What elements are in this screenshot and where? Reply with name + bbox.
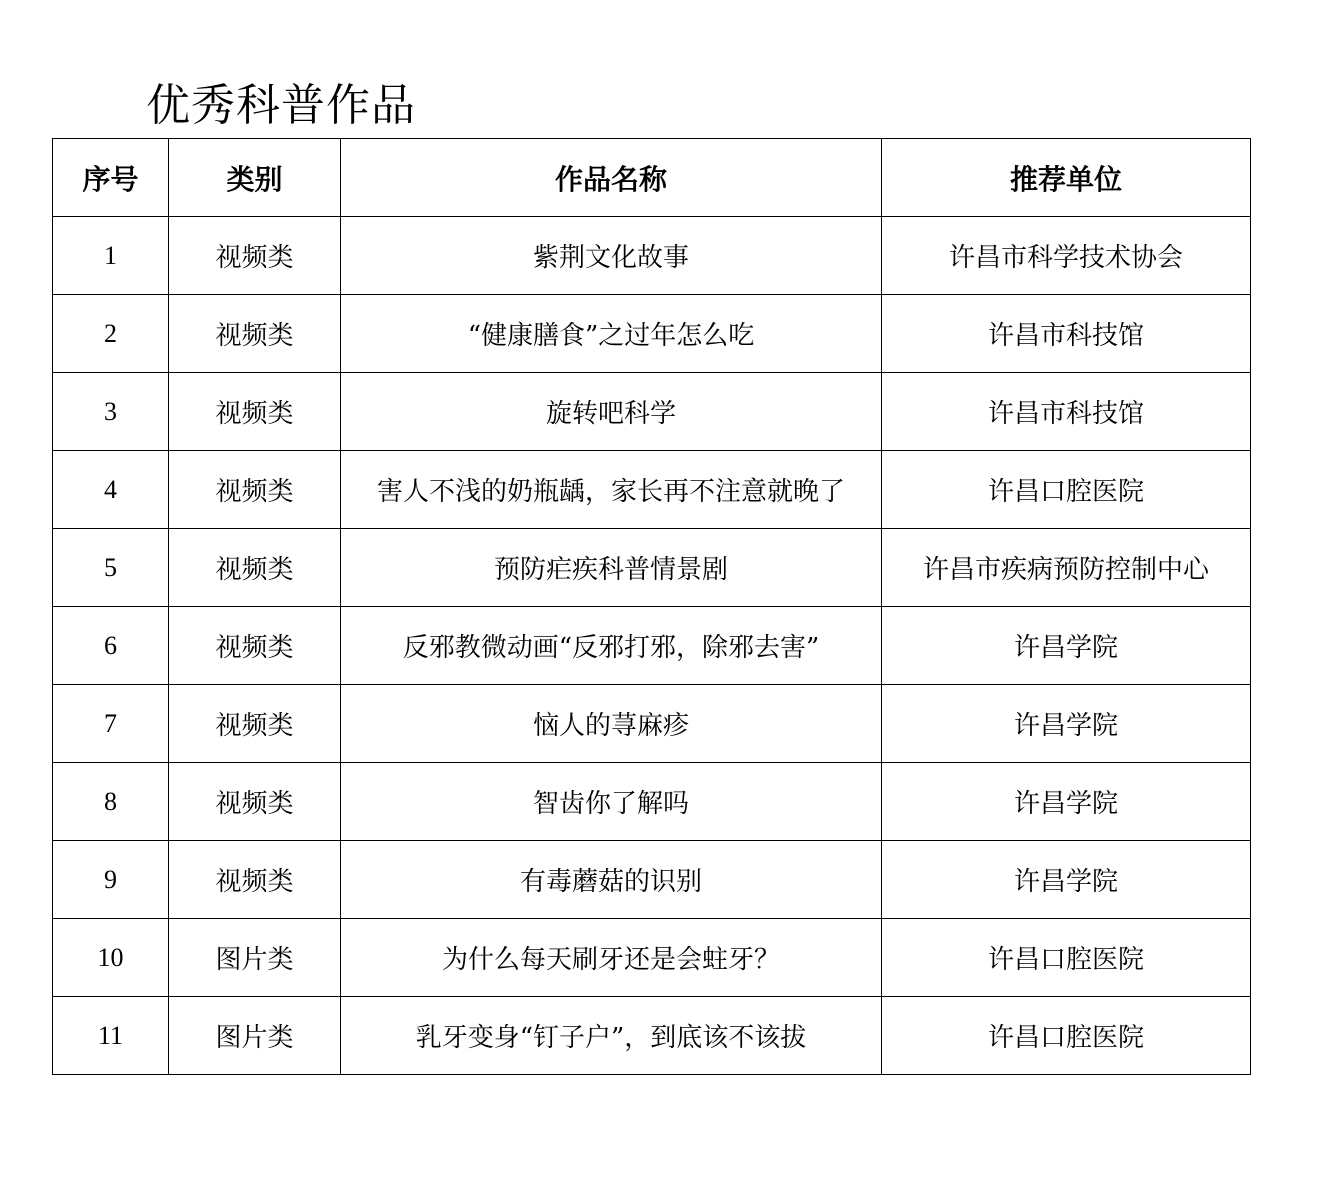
cell-index: 10 [53, 919, 169, 997]
table-row [53, 919, 1251, 997]
table-row [53, 607, 1251, 685]
cell-category: 视频类 [169, 763, 341, 841]
cell-unit: 许昌口腔医院 [882, 919, 1251, 997]
cell-name: “健康膳食”之过年怎么吃 [341, 295, 882, 373]
cell-unit: 许昌学院 [882, 607, 1251, 685]
cell-name: 紫荆文化故事 [341, 217, 882, 295]
cell-index: 7 [53, 685, 169, 763]
cell-index: 2 [53, 295, 169, 373]
cell-category: 视频类 [169, 295, 341, 373]
cell-unit: 许昌学院 [882, 841, 1251, 919]
table-row [53, 451, 1251, 529]
table-row [53, 295, 1251, 373]
cell-name: 智齿你了解吗 [341, 763, 882, 841]
cell-unit: 许昌学院 [882, 685, 1251, 763]
cell-name: 乳牙变身“钉子户”，到底该不该拔 [341, 997, 882, 1075]
header-index: 序号 [53, 139, 169, 217]
cell-index: 9 [53, 841, 169, 919]
cell-category: 图片类 [169, 919, 341, 997]
cell-name: 旋转吧科学 [341, 373, 882, 451]
table-row [53, 529, 1251, 607]
page-title: 优秀科普作品 [146, 80, 416, 131]
cell-name: 为什么每天刷牙还是会蛀牙？ [341, 919, 882, 997]
cell-category: 视频类 [169, 217, 341, 295]
cell-unit: 许昌市科学技术协会 [882, 217, 1251, 295]
cell-category: 视频类 [169, 529, 341, 607]
table-row [53, 763, 1251, 841]
table-row [53, 217, 1251, 295]
cell-unit: 许昌口腔医院 [882, 451, 1251, 529]
cell-unit: 许昌口腔医院 [882, 997, 1251, 1075]
table-row [53, 841, 1251, 919]
cell-unit: 许昌学院 [882, 763, 1251, 841]
cell-name: 预防疟疾科普情景剧 [341, 529, 882, 607]
cell-category: 视频类 [169, 451, 341, 529]
cell-unit: 许昌市科技馆 [882, 373, 1251, 451]
table-row [53, 997, 1251, 1075]
cell-index: 3 [53, 373, 169, 451]
header-name: 作品名称 [341, 139, 882, 217]
cell-name: 有毒蘑菇的识别 [341, 841, 882, 919]
cell-category: 视频类 [169, 685, 341, 763]
header-category: 类别 [169, 139, 341, 217]
cell-index: 11 [53, 997, 169, 1075]
cell-index: 5 [53, 529, 169, 607]
table-row [53, 373, 1251, 451]
cell-name: 害人不浅的奶瓶龋，家长再不注意就晚了 [341, 451, 882, 529]
works-table [52, 138, 1251, 1075]
table-row [53, 685, 1251, 763]
table-header-row [53, 139, 1251, 217]
cell-index: 4 [53, 451, 169, 529]
cell-category: 视频类 [169, 607, 341, 685]
cell-index: 6 [53, 607, 169, 685]
header-unit: 推荐单位 [882, 139, 1251, 217]
cell-category: 图片类 [169, 997, 341, 1075]
cell-index: 8 [53, 763, 169, 841]
cell-category: 视频类 [169, 373, 341, 451]
cell-unit: 许昌市科技馆 [882, 295, 1251, 373]
cell-name: 反邪教微动画“反邪打邪，除邪去害” [341, 607, 882, 685]
cell-category: 视频类 [169, 841, 341, 919]
cell-unit: 许昌市疾病预防控制中心 [882, 529, 1251, 607]
cell-name: 恼人的荨麻疹 [341, 685, 882, 763]
cell-index: 1 [53, 217, 169, 295]
